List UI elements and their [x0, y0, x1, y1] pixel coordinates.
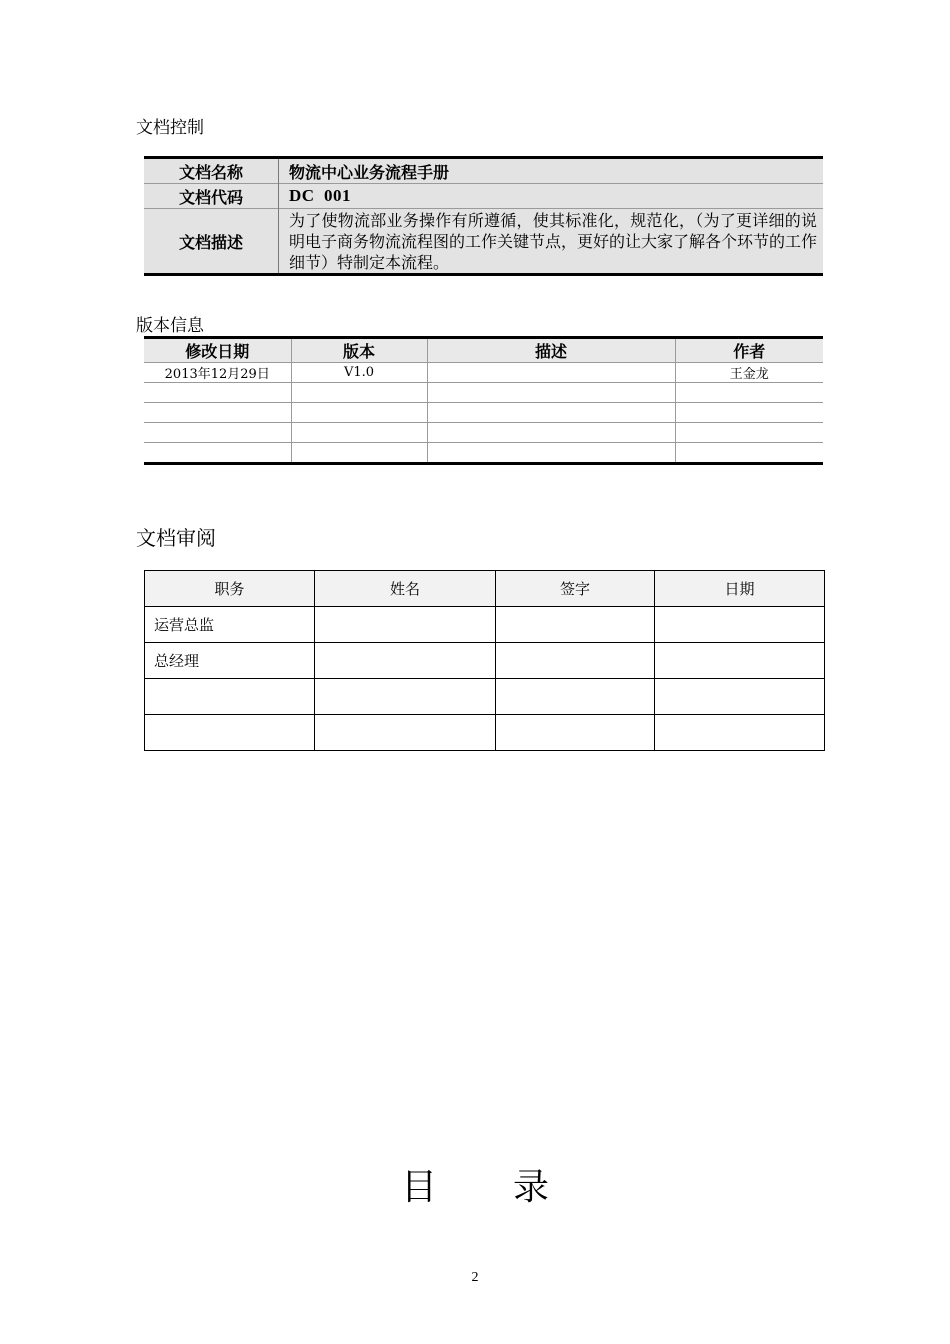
- page-number: 2: [471, 1270, 479, 1285]
- table-cell: 2013年12月29日: [144, 363, 291, 383]
- table-cell: [427, 383, 675, 403]
- table-header-row: [144, 338, 823, 363]
- table-row: [144, 158, 823, 184]
- column-header-name: 姓名: [315, 571, 496, 607]
- table-cell: 运营总监: [145, 607, 315, 643]
- table-cell: [655, 643, 825, 679]
- doc-code-cell: [279, 184, 824, 209]
- table-cell: [291, 443, 427, 464]
- table-cell: [144, 443, 291, 464]
- table-row: [145, 679, 825, 715]
- review-table: [144, 570, 825, 751]
- table-cell: [427, 443, 675, 464]
- table-cell: [675, 383, 823, 403]
- doc-name-label: 文档名称: [144, 158, 279, 184]
- doc-desc-value: 为了使物流部业务操作有所遵循，使其标准化，规范化，（为了更详细的说明电子商务物流流程图的工作关键节点，更好的让大家了解各个环节的工作细节）特制定本流程。: [289, 210, 818, 272]
- table-cell: [496, 679, 655, 715]
- table-cell: V1.0: [291, 363, 427, 383]
- table-cell: [675, 403, 823, 423]
- table-cell: [144, 423, 291, 443]
- column-header-date: 日期: [655, 571, 825, 607]
- column-header-author: 作者: [675, 338, 823, 363]
- table-row: [144, 209, 823, 275]
- table-cell: [315, 643, 496, 679]
- table-cell: [427, 363, 675, 383]
- column-header-signature: 签字: [496, 571, 655, 607]
- table-cell: [496, 715, 655, 751]
- table-row: [144, 363, 823, 383]
- doc-review-heading: 文档审阅: [136, 526, 216, 550]
- table-cell: [315, 679, 496, 715]
- table-cell: [145, 715, 315, 751]
- doc-control-heading: 文档控制: [136, 118, 204, 138]
- table-cell: [315, 607, 496, 643]
- table-cell: [291, 423, 427, 443]
- table-cell: 王金龙: [675, 363, 823, 383]
- table-cell: [315, 715, 496, 751]
- column-header-version: 版本: [291, 338, 427, 363]
- table-row: [145, 607, 825, 643]
- table-row: [144, 184, 823, 209]
- table-cell: [496, 607, 655, 643]
- table-cell: [655, 715, 825, 751]
- doc-code-value: DC 001: [289, 186, 352, 205]
- doc-desc-label: 文档描述: [144, 209, 279, 275]
- table-cell: [427, 423, 675, 443]
- column-header-modify-date: 修改日期: [144, 338, 291, 363]
- table-row: [144, 403, 823, 423]
- table-cell: [655, 607, 825, 643]
- table-cell: 总经理: [145, 643, 315, 679]
- doc-name-value: 物流中心业务流程手册: [289, 162, 450, 182]
- toc-title: 目录: [400, 1167, 625, 1208]
- table-cell: [144, 383, 291, 403]
- table-cell: [291, 383, 427, 403]
- table-row: [145, 643, 825, 679]
- column-header-description: 描述: [427, 338, 675, 363]
- table-cell: [496, 643, 655, 679]
- table-cell: [427, 403, 675, 423]
- table-cell: [675, 443, 823, 464]
- doc-code-label: 文档代码: [144, 184, 279, 209]
- table-cell: [291, 403, 427, 423]
- doc-control-table: [144, 156, 823, 276]
- version-info-heading: 版本信息: [136, 316, 204, 336]
- table-cell: [144, 403, 291, 423]
- table-cell: [145, 679, 315, 715]
- table-cell: [675, 423, 823, 443]
- version-table: [144, 336, 823, 465]
- table-row: [145, 715, 825, 751]
- table-row: [144, 443, 823, 464]
- table-header-row: [145, 571, 825, 607]
- doc-desc-cell: [279, 209, 824, 275]
- table-row: [144, 383, 823, 403]
- column-header-position: 职务: [145, 571, 315, 607]
- table-cell: [655, 679, 825, 715]
- table-row: [144, 423, 823, 443]
